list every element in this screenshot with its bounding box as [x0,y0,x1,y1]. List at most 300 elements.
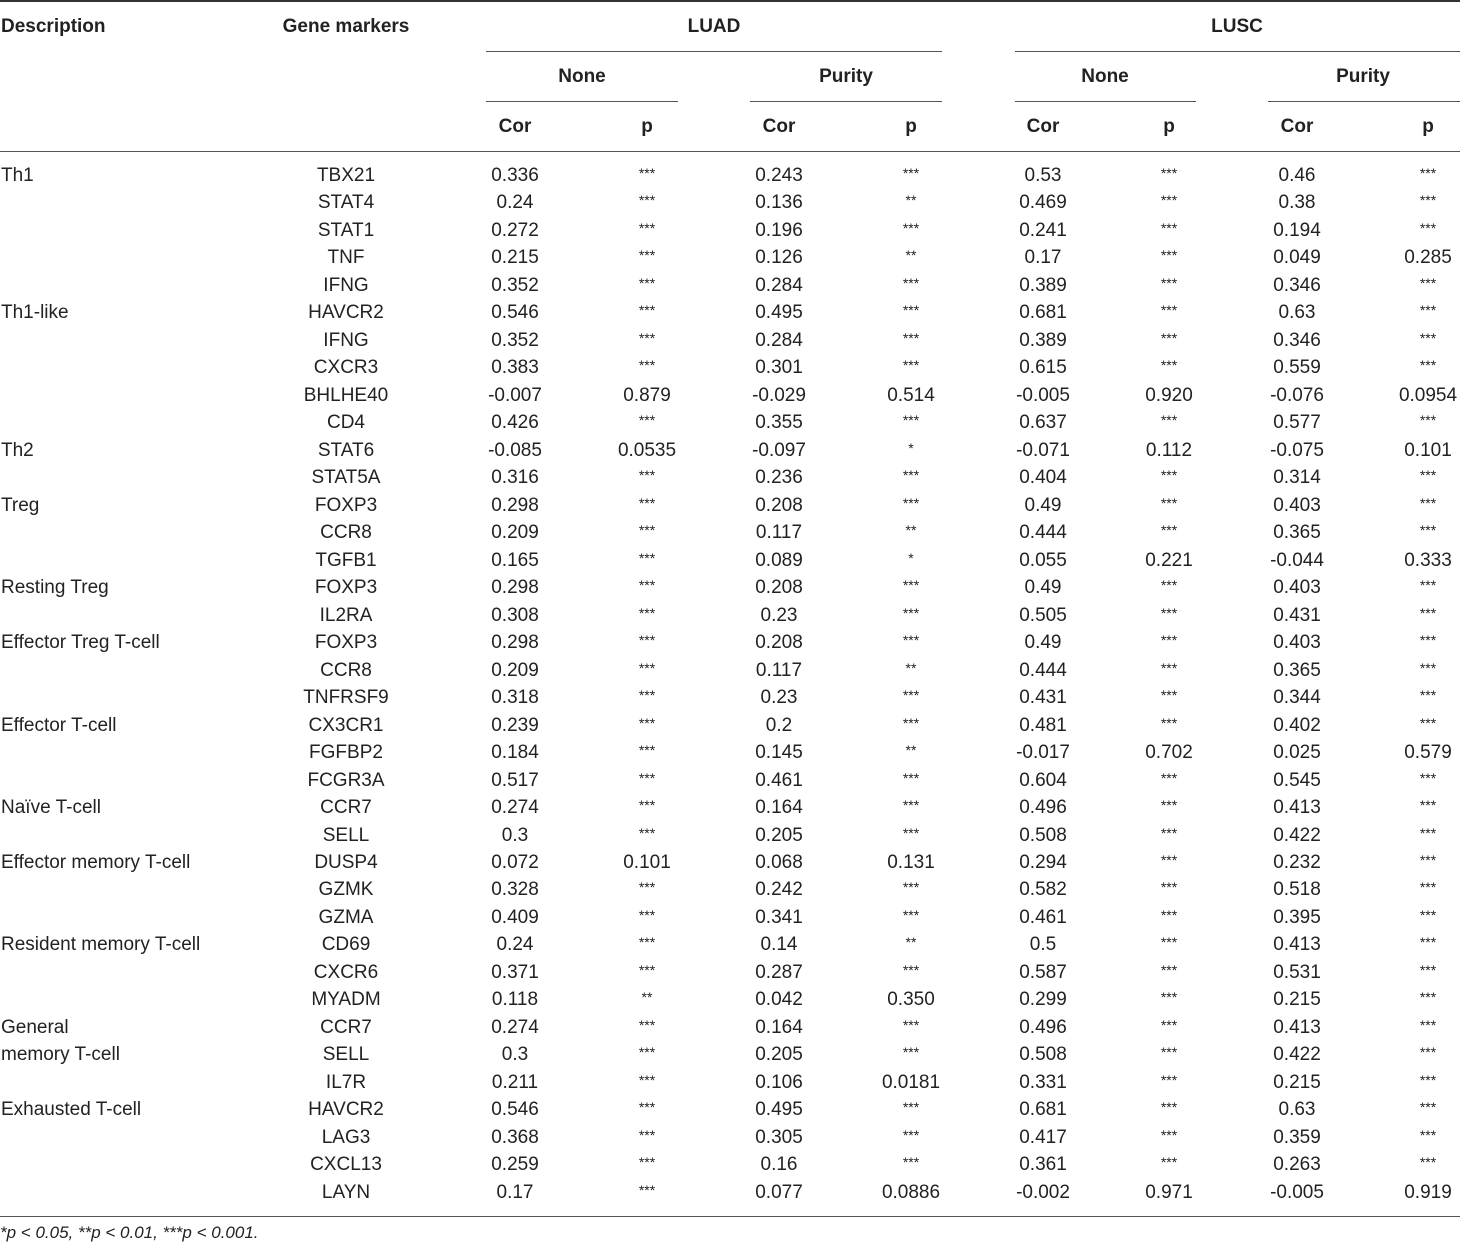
header-luad: LUAD [687,16,741,37]
table-row [0,849,1460,877]
cell-luad-purity-cor: 0.164 [755,1016,803,1038]
cell-gene-marker: CX3CR1 [308,714,384,736]
cell-lusc-none-p: *** [1160,961,1178,978]
cell-gene-marker: HAVCR2 [308,1099,384,1121]
cell-gene-marker: CD4 [326,412,366,434]
cell-luad-none-cor: 0.336 [491,165,539,186]
cell-luad-none-p: *** [638,577,656,594]
cell-luad-purity-cor: 0.495 [755,1099,803,1121]
lusc-group-rule [1015,51,1460,52]
cell-lusc-purity-p: *** [1419,1016,1437,1033]
cell-luad-purity-cor: 0.23 [760,687,798,709]
cell-luad-none-p: *** [638,165,656,181]
table-row [0,986,1460,1014]
cell-lusc-none-cor: 0.461 [1019,906,1067,928]
table-row [0,574,1460,602]
cell-lusc-none-cor: -0.017 [1016,742,1070,764]
cell-luad-purity-cor: 0.106 [755,1071,803,1093]
cell-luad-none-p: ** [641,989,653,1006]
cell-luad-none-p: *** [638,549,656,566]
cell-lusc-purity-cor: 0.413 [1273,1016,1321,1038]
cell-lusc-purity-p: 0.285 [1404,247,1452,269]
cell-luad-purity-p: *** [902,302,920,319]
cell-lusc-none-cor: 0.469 [1019,192,1067,214]
cell-lusc-purity-cor: 0.431 [1273,604,1321,626]
header-luad-none-p: p [641,116,653,137]
cell-luad-none-cor: 0.426 [491,412,539,434]
cell-lusc-purity-p: *** [1419,467,1437,484]
cell-lusc-purity-cor: 0.402 [1273,714,1321,736]
cell-gene-marker: CCR7 [320,1016,372,1038]
cell-lusc-purity-p: *** [1419,494,1437,511]
cell-lusc-purity-p: *** [1419,824,1437,841]
table-top-rule [0,0,1460,2]
cell-gene-marker: CD69 [321,934,371,956]
cell-luad-none-p: *** [638,879,656,896]
cell-lusc-purity-cor: 0.422 [1273,824,1321,846]
cell-luad-none-p: *** [638,1044,656,1061]
cell-luad-purity-cor: 0.117 [755,659,803,681]
cell-lusc-purity-p: 0.0954 [1398,384,1458,406]
table-row [0,1041,1460,1069]
cell-luad-purity-p: ** [905,659,917,676]
cell-luad-purity-cor: 0.305 [755,1126,803,1148]
cell-luad-purity-cor: 0.136 [755,192,803,214]
header-gene-markers: Gene markers [282,16,410,37]
cell-gene-marker: IFNG [323,274,369,296]
table-row [0,437,1460,465]
table-row [0,822,1460,850]
cell-lusc-purity-cor: 0.314 [1273,467,1321,489]
cell-luad-purity-p: * [908,549,914,566]
cell-luad-purity-p: *** [902,357,920,374]
cell-luad-purity-cor: 0.284 [755,274,803,296]
cell-luad-purity-cor: 0.284 [755,329,803,351]
cell-luad-none-cor: 0.308 [491,604,539,626]
cell-lusc-none-p: *** [1160,494,1178,511]
cell-lusc-purity-cor: 0.215 [1273,989,1321,1011]
lusc-none-rule [1015,101,1196,102]
header-luad-purity: Purity [819,66,873,87]
table-row [0,464,1460,492]
cell-luad-none-cor: 0.3 [501,1044,529,1066]
cell-luad-none-cor: 0.546 [491,1099,539,1121]
cell-luad-none-cor: -0.085 [488,439,542,461]
cell-luad-none-cor: 0.352 [491,329,539,351]
cell-luad-purity-p: *** [902,687,920,704]
cell-luad-purity-p: 0.350 [887,989,935,1011]
cell-luad-none-p: *** [638,274,656,291]
header-lusc-none-cor: Cor [1026,116,1060,137]
cell-luad-none-p: *** [638,1099,656,1116]
cell-lusc-purity-p: *** [1419,879,1437,896]
cell-luad-purity-cor: 0.077 [755,1181,803,1203]
cell-luad-purity-p: 0.514 [887,384,935,406]
cell-gene-marker: STAT5A [311,467,381,489]
table-bottom-rule [0,1216,1460,1217]
cell-luad-purity-p: *** [902,632,920,649]
cell-luad-purity-cor: 0.042 [755,989,803,1011]
cell-description: Resting Treg [1,577,109,599]
header-luad-purity-p: p [905,116,917,137]
cell-lusc-purity-cor: 0.531 [1273,961,1321,983]
cell-luad-purity-cor: 0.117 [755,522,803,544]
cell-lusc-purity-cor: 0.215 [1273,1071,1321,1093]
cell-lusc-purity-p: *** [1419,852,1437,868]
cell-gene-marker: CXCR6 [313,961,379,983]
cell-gene-marker: TNFRSF9 [303,687,389,709]
cell-luad-none-cor: 0.368 [491,1126,539,1148]
cell-luad-purity-cor: 0.2 [765,714,793,736]
cell-luad-purity-cor: 0.196 [755,219,803,241]
cell-luad-none-p: *** [638,1071,656,1088]
cell-luad-purity-p: *** [902,604,920,621]
cell-luad-none-cor: 0.118 [491,989,539,1011]
cell-lusc-purity-p: *** [1419,1099,1437,1116]
cell-lusc-none-p: *** [1160,632,1178,649]
cell-luad-purity-cor: 0.301 [755,357,803,379]
cell-lusc-none-cor: 0.681 [1019,302,1067,324]
cell-luad-purity-p: *** [902,274,920,291]
cell-lusc-none-cor: 0.508 [1019,1044,1067,1066]
cell-lusc-purity-cor: 0.577 [1273,412,1321,434]
cell-description: Effector T-cell [1,714,117,736]
cell-luad-purity-cor: 0.208 [755,577,803,599]
cell-lusc-purity-p: 0.579 [1404,742,1452,764]
cell-description: Exhausted T-cell [1,1099,142,1121]
table-row [0,1014,1460,1042]
cell-description: Th2 [1,439,34,461]
cell-luad-purity-cor: -0.097 [752,439,806,461]
cell-luad-purity-p: *** [902,577,920,594]
cell-luad-purity-p: *** [902,769,920,786]
cell-luad-purity-p: ** [905,742,917,759]
cell-lusc-purity-p: *** [1419,412,1437,429]
cell-lusc-purity-cor: 0.413 [1273,797,1321,819]
table-row [0,876,1460,904]
cell-description: Resident memory T-cell [1,934,201,956]
table-row [0,244,1460,272]
cell-luad-none-cor: 0.215 [491,247,539,269]
cell-lusc-none-cor: -0.005 [1016,384,1070,406]
cell-lusc-purity-p: *** [1419,934,1437,951]
cell-luad-purity-p: *** [902,412,920,429]
cell-luad-none-cor: 0.3 [501,824,529,846]
cell-lusc-purity-cor: 0.545 [1273,769,1321,791]
cell-luad-none-p: *** [638,769,656,786]
cell-luad-none-p: *** [638,522,656,539]
cell-gene-marker: CCR8 [320,659,372,681]
cell-gene-marker: TGFB1 [315,549,377,571]
cell-lusc-none-p: *** [1160,412,1178,429]
cell-lusc-none-cor: 0.5 [1029,934,1057,956]
cell-lusc-none-cor: 0.389 [1019,274,1067,296]
cell-gene-marker: IL7R [325,1071,367,1093]
cell-luad-none-cor: 0.371 [491,961,539,983]
cell-luad-none-cor: 0.24 [496,934,534,956]
cell-lusc-purity-cor: -0.005 [1270,1181,1324,1203]
cell-gene-marker: CCR8 [320,522,372,544]
cell-lusc-none-cor: 0.53 [1024,165,1062,186]
header-bottom-rule [0,151,1460,152]
cell-luad-none-p: *** [638,467,656,484]
cell-gene-marker: FCGR3A [307,769,385,791]
cell-luad-purity-cor: 0.495 [755,302,803,324]
cell-lusc-none-p: *** [1160,357,1178,374]
cell-lusc-purity-cor: 0.049 [1273,247,1321,269]
cell-luad-purity-cor: 0.205 [755,1044,803,1066]
cell-lusc-purity-p: *** [1419,357,1437,374]
cell-luad-none-p: *** [638,632,656,649]
cell-lusc-purity-cor: 0.025 [1273,742,1321,764]
cell-lusc-purity-p: *** [1419,1044,1437,1061]
cell-lusc-none-cor: 0.496 [1019,1016,1067,1038]
cell-luad-none-p: *** [638,329,656,346]
cell-description: Treg [1,494,40,516]
cell-luad-none-cor: 0.24 [496,192,534,214]
cell-lusc-none-cor: 0.17 [1024,247,1062,269]
cell-luad-none-cor: 0.383 [491,357,539,379]
cell-lusc-none-cor: 0.587 [1019,961,1067,983]
header-lusc: LUSC [1211,16,1263,37]
cell-luad-none-p: *** [638,1181,656,1198]
cell-gene-marker: HAVCR2 [308,302,384,324]
cell-lusc-none-p: *** [1160,797,1178,814]
cell-luad-purity-p: *** [902,1126,920,1143]
cell-lusc-none-cor: 0.496 [1019,797,1067,819]
luad-purity-rule [750,101,942,102]
cell-gene-marker: FGFBP2 [309,742,383,764]
cell-gene-marker: IL2RA [319,604,373,626]
table-row [0,657,1460,685]
cell-luad-none-p: *** [638,961,656,978]
cell-lusc-purity-cor: 0.63 [1278,1099,1316,1121]
cell-lusc-none-cor: 0.49 [1024,632,1062,654]
cell-luad-purity-cor: 0.236 [755,467,803,489]
cell-luad-purity-cor: 0.208 [755,494,803,516]
cell-description: Effector Treg T-cell [1,632,160,654]
table-row [0,602,1460,630]
table-row [0,959,1460,987]
cell-gene-marker: MYADM [311,989,381,1011]
cell-lusc-purity-p: *** [1419,165,1437,181]
cell-lusc-none-p: *** [1160,852,1178,868]
cell-gene-marker: FOXP3 [314,632,378,654]
cell-lusc-none-p: *** [1160,1099,1178,1116]
cell-luad-purity-cor: 0.089 [755,549,803,571]
cell-luad-purity-cor: 0.23 [760,604,798,626]
cell-lusc-purity-cor: 0.38 [1278,192,1316,214]
cell-luad-none-p: *** [638,302,656,319]
cell-lusc-none-p: *** [1160,247,1178,264]
cell-luad-purity-cor: -0.029 [752,384,806,406]
cell-luad-none-cor: 0.072 [491,852,539,873]
table-row [0,162,1460,190]
cell-luad-purity-p: *** [902,494,920,511]
cell-gene-marker: GZMK [318,879,374,901]
cell-luad-purity-cor: 0.068 [755,852,803,873]
cell-description: General [1,1016,69,1038]
cell-lusc-none-p: *** [1160,824,1178,841]
header-lusc-purity-cor: Cor [1280,116,1314,137]
cell-lusc-purity-cor: 0.194 [1273,219,1321,241]
cell-luad-none-cor: 0.409 [491,906,539,928]
table-row [0,629,1460,657]
cell-lusc-purity-p: 0.919 [1404,1181,1452,1203]
table-row [0,1124,1460,1152]
cell-luad-none-cor: 0.328 [491,879,539,901]
cell-luad-purity-p: *** [902,165,920,181]
cell-lusc-none-p: *** [1160,659,1178,676]
cell-lusc-none-p: 0.221 [1145,549,1193,571]
cell-lusc-none-p: *** [1160,577,1178,594]
table-row [0,409,1460,437]
cell-luad-purity-cor: 0.341 [755,906,803,928]
cell-lusc-none-p: *** [1160,1126,1178,1143]
cell-lusc-purity-p: 0.101 [1404,439,1452,461]
cell-gene-marker: FOXP3 [314,577,378,599]
cell-lusc-purity-cor: 0.359 [1273,1126,1321,1148]
header-lusc-none-p: p [1163,116,1175,137]
cell-lusc-purity-p: *** [1419,714,1437,731]
cell-lusc-none-cor: 0.615 [1019,357,1067,379]
cell-lusc-none-cor: -0.002 [1016,1181,1070,1203]
cell-luad-purity-p: ** [905,934,917,951]
cell-lusc-purity-p: *** [1419,577,1437,594]
luad-none-rule [486,101,678,102]
cell-luad-none-cor: 0.209 [491,659,539,681]
cell-lusc-none-cor: 0.49 [1024,577,1062,599]
cell-gene-marker: STAT1 [317,219,375,241]
cell-lusc-purity-p: 0.333 [1404,549,1452,571]
cell-lusc-none-p: 0.971 [1145,1181,1193,1203]
cell-lusc-none-cor: 0.508 [1019,824,1067,846]
cell-lusc-purity-cor: 0.403 [1273,577,1321,599]
cell-lusc-none-p: *** [1160,879,1178,896]
cell-lusc-purity-cor: 0.518 [1273,879,1321,901]
cell-lusc-purity-cor: 0.422 [1273,1044,1321,1066]
cell-luad-none-p: 0.101 [623,852,671,873]
cell-gene-marker: STAT6 [317,439,375,461]
cell-lusc-none-cor: 0.637 [1019,412,1067,434]
cell-luad-purity-p: *** [902,219,920,236]
cell-lusc-purity-cor: 0.344 [1273,687,1321,709]
cell-lusc-none-cor: 0.681 [1019,1099,1067,1121]
cell-lusc-purity-cor: 0.413 [1273,934,1321,956]
cell-luad-none-p: 0.879 [623,384,671,406]
cell-luad-none-p: *** [638,714,656,731]
cell-description: memory T-cell [1,1044,120,1066]
cell-lusc-purity-cor: 0.395 [1273,906,1321,928]
cell-luad-none-cor: 0.298 [491,494,539,516]
cell-lusc-none-cor: 0.055 [1019,549,1067,571]
cell-gene-marker: CCR7 [320,797,372,819]
table-row [0,354,1460,382]
cell-lusc-none-p: *** [1160,934,1178,951]
cell-luad-none-cor: 0.274 [491,1016,539,1038]
cell-luad-none-p: *** [638,824,656,841]
cell-luad-purity-p: *** [902,906,920,923]
cell-luad-purity-p: ** [905,192,917,209]
cell-luad-purity-p: *** [902,824,920,841]
table-row [0,1151,1460,1179]
cell-luad-purity-p: *** [902,714,920,731]
cell-luad-purity-cor: 0.461 [755,769,803,791]
cell-luad-purity-cor: 0.287 [755,961,803,983]
cell-lusc-none-p: *** [1160,1071,1178,1088]
cell-luad-none-p: 0.0535 [617,439,677,461]
cell-lusc-none-p: *** [1160,274,1178,291]
cell-lusc-purity-p: *** [1419,1126,1437,1143]
cell-gene-marker: FOXP3 [314,494,378,516]
cell-gene-marker: GZMA [318,906,374,928]
table-row [0,327,1460,355]
cell-lusc-none-p: *** [1160,467,1178,484]
cell-lusc-none-cor: 0.481 [1019,714,1067,736]
cell-luad-none-p: *** [638,659,656,676]
cell-luad-purity-p: *** [902,329,920,346]
table-row [0,904,1460,932]
cell-luad-none-p: *** [638,1154,656,1171]
cell-description: Th1-like [1,302,69,324]
cell-lusc-purity-p: *** [1419,192,1437,209]
header-lusc-none: None [1081,66,1129,87]
cell-lusc-purity-cor: 0.365 [1273,659,1321,681]
cell-luad-none-cor: 0.272 [491,219,539,241]
cell-lusc-none-cor: 0.431 [1019,687,1067,709]
cell-lusc-purity-p: *** [1419,989,1437,1006]
cell-lusc-purity-p: *** [1419,769,1437,786]
cell-lusc-none-cor: 0.582 [1019,879,1067,901]
table-row [0,382,1460,410]
header-luad-purity-cor: Cor [762,116,796,137]
cell-lusc-none-cor: 0.294 [1019,852,1067,873]
cell-lusc-none-cor: 0.444 [1019,659,1067,681]
header-lusc-purity: Purity [1336,66,1390,87]
table-row [0,492,1460,520]
cell-luad-purity-p: *** [902,797,920,814]
cell-lusc-none-cor: 0.505 [1019,604,1067,626]
cell-luad-none-p: *** [638,797,656,814]
cell-lusc-none-p: 0.112 [1145,439,1193,461]
cell-lusc-purity-cor: 0.46 [1278,165,1316,186]
cell-luad-purity-cor: 0.208 [755,632,803,654]
table-row [0,189,1460,217]
cell-lusc-purity-cor: 0.559 [1273,357,1321,379]
luad-group-rule [486,51,942,52]
cell-lusc-none-p: *** [1160,219,1178,236]
table-row [0,217,1460,245]
cell-luad-none-cor: -0.007 [488,384,542,406]
cell-luad-none-p: *** [638,906,656,923]
cell-lusc-purity-p: *** [1419,659,1437,676]
cell-luad-none-p: *** [638,412,656,429]
table-row [0,712,1460,740]
cell-gene-marker: BHLHE40 [303,384,389,406]
cell-luad-none-p: *** [638,742,656,759]
cell-lusc-purity-cor: -0.076 [1270,384,1324,406]
table-row [0,794,1460,822]
cell-lusc-none-cor: 0.361 [1019,1154,1067,1176]
cell-luad-none-cor: 0.17 [496,1181,534,1203]
cell-luad-none-cor: 0.239 [491,714,539,736]
cell-lusc-purity-p: *** [1419,1154,1437,1171]
cell-lusc-purity-p: *** [1419,302,1437,319]
cell-luad-purity-p: ** [905,247,917,264]
cell-luad-none-cor: 0.211 [491,1071,539,1093]
table-row [0,519,1460,547]
cell-luad-none-p: *** [638,247,656,264]
